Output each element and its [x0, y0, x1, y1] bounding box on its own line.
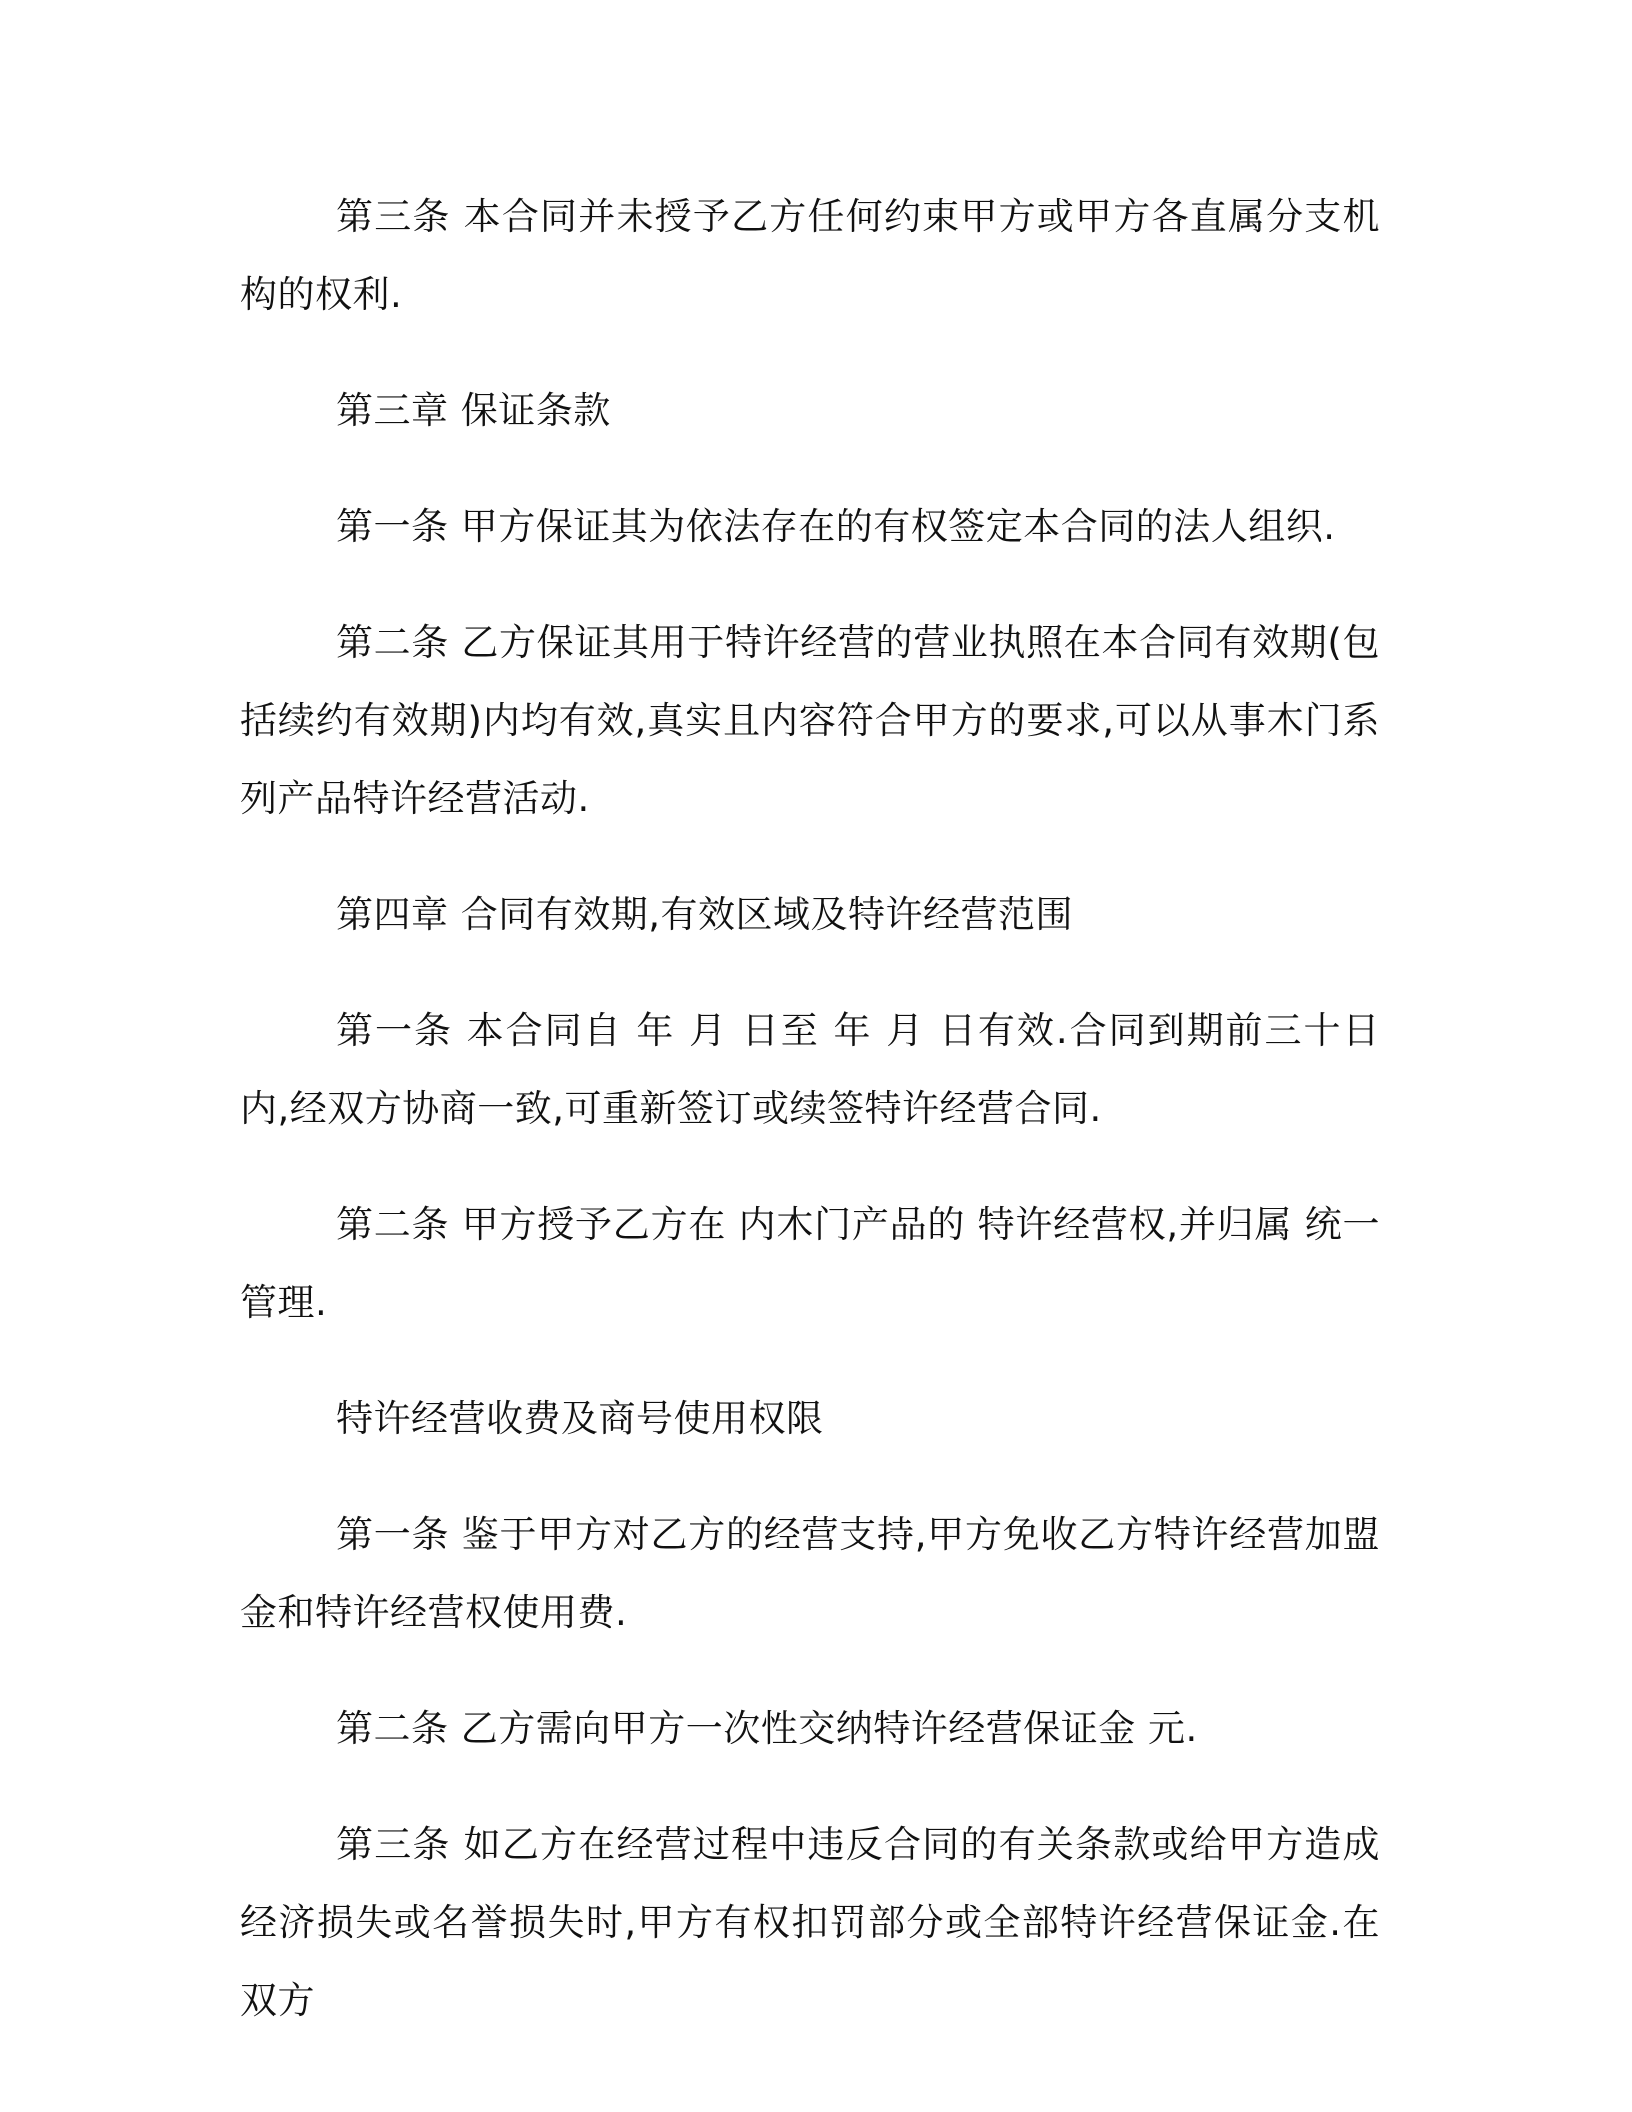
- section-heading-fees: 特许经营收费及商号使用权限: [336, 1397, 824, 1440]
- paragraph-article-2-scope: 第二条 甲方授予乙方在 内木门产品的 特许经营权,并归属 统一管理.: [240, 1203, 1380, 1324]
- paragraph-article-2-deposit: 第二条 乙方需向甲方一次性交纳特许经营保证金 元.: [336, 1707, 1198, 1750]
- paragraph-article-3-rights: 第三条 本合同并未授予乙方任何约束甲方或甲方各直属分支机构的权利.: [240, 195, 1380, 316]
- document-body: [240, 178, 1380, 2040]
- paragraph-article-3-penalty: 第三条 如乙方在经营过程中违反合同的有关条款或给甲方造成经济损失或名誉损失时,甲方有权扣罚部分或全部特许经营保证金.在双方: [240, 1823, 1380, 2022]
- chapter-heading-3: 第三章 保证条款: [336, 389, 611, 432]
- chapter-heading-4: 第四章 合同有效期,有效区域及特许经营范围: [336, 893, 1074, 936]
- paragraph-article-1-term: 第一条 本合同自 年 月 日至 年 月 日有效.合同到期前三十日内,经双方协商一致,可重新签订或续签特许经营合同.: [240, 1009, 1380, 1130]
- paragraph-article-1-party-a: 第一条 甲方保证其为依法存在的有权签定本合同的法人组织.: [336, 505, 1336, 548]
- paragraph-article-2-license: 第二条 乙方保证其用于特许经营的营业执照在本合同有效期(包括续约有效期)内均有效,真实且内容符合甲方的要求,可以从事木门系列产品特许经营活动.: [240, 621, 1380, 820]
- paragraph-article-1-fees: 第一条 鉴于甲方对乙方的经营支持,甲方免收乙方特许经营加盟金和特许经营权使用费.: [240, 1513, 1380, 1634]
